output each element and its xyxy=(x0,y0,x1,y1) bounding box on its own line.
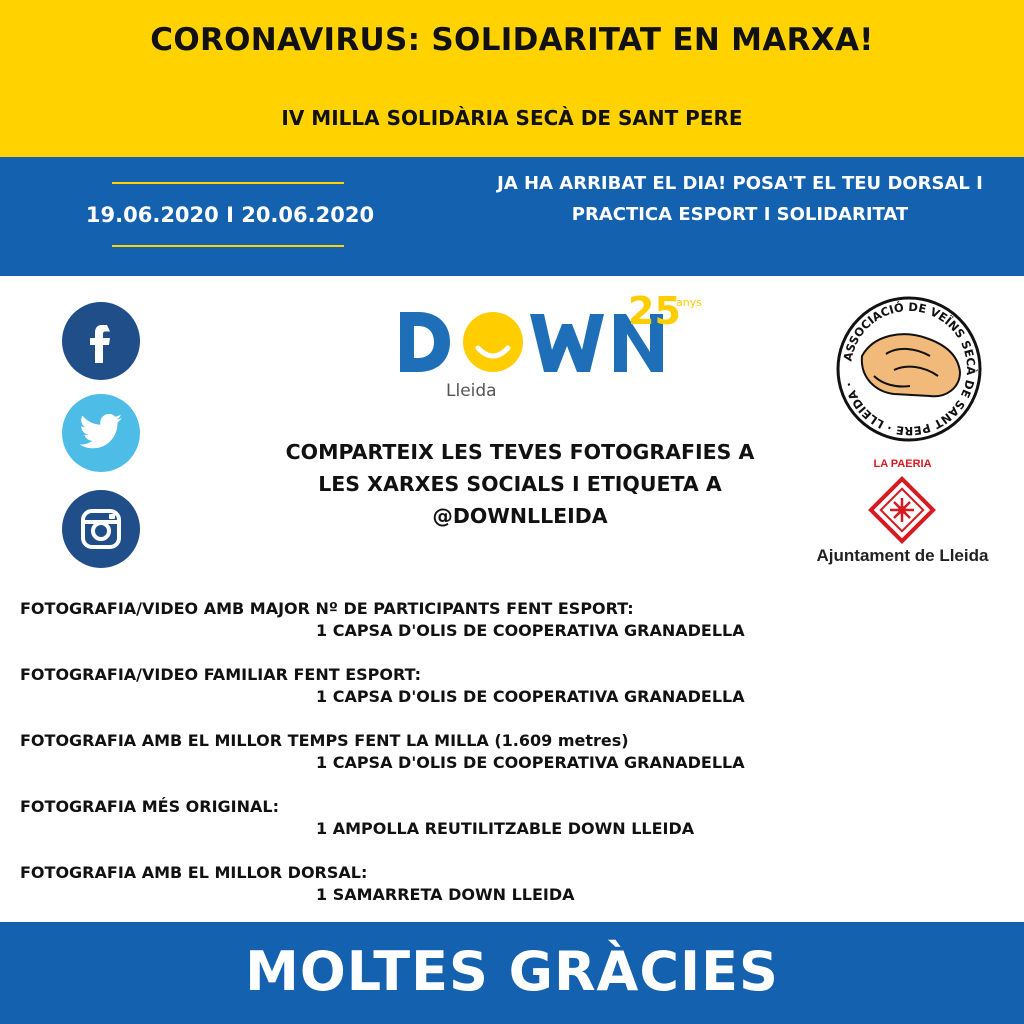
down-wordmark xyxy=(400,312,663,372)
date-divider-bottom xyxy=(112,245,344,247)
prize-list xyxy=(20,598,1010,928)
down-city: Lleida xyxy=(446,381,497,401)
down-years-suffix: anys xyxy=(676,296,702,309)
page-title: CORONAVIRUS: SOLIDARITAT EN MARXA! xyxy=(150,22,874,58)
prize-category: FOTOGRAFIA AMB EL MILLOR DORSAL: xyxy=(20,863,368,882)
association-ring-text: ASSOCIACIÓ DE VEÏNS SECÀ DE SANT PERE · LLEIDA · xyxy=(840,299,979,439)
date-divider-top xyxy=(112,182,344,184)
prize-item xyxy=(20,730,1010,796)
event-tagline: JA HA ARRIBAT EL DIA! POSA'T EL TEU DORSAL I PRACTICA ESPORT I SOLIDARITAT xyxy=(497,173,983,225)
ajuntament-label: Ajuntament de Lleida xyxy=(816,546,989,565)
prize-item xyxy=(20,796,1010,862)
down-years: 25 xyxy=(628,289,681,333)
ajuntament-logo xyxy=(790,456,1015,574)
event-dates: 19.06.2020 I 20.06.2020 xyxy=(85,203,375,227)
down-lleida-logo xyxy=(388,284,708,404)
prize-reward: 1 CAPSA D'OLIS DE COOPERATIVA GRANADELLA xyxy=(316,687,745,706)
prize-item xyxy=(20,664,1010,730)
prize-category: FOTOGRAFIA/VIDEO AMB MAJOR Nº DE PARTICIPANTS FENT ESPORT: xyxy=(20,599,634,618)
prize-reward: 1 CAPSA D'OLIS DE COOPERATIVA GRANADELLA xyxy=(316,621,745,640)
prize-item xyxy=(20,598,1010,664)
prize-reward: 1 SAMARRETA DOWN LLEIDA xyxy=(316,885,575,904)
prize-reward: 1 CAPSA D'OLIS DE COOPERATIVA GRANADELLA xyxy=(316,753,745,772)
handshake-icon xyxy=(862,334,960,396)
prize-category: FOTOGRAFIA MÉS ORIGINAL: xyxy=(20,797,279,816)
prize-item xyxy=(20,862,1010,928)
association-logo xyxy=(834,294,984,444)
paeria-crest-icon xyxy=(866,474,938,546)
prize-category: FOTOGRAFIA/VIDEO FAMILIAR FENT ESPORT: xyxy=(20,665,422,684)
facebook-icon[interactable] xyxy=(62,302,140,380)
prize-category: FOTOGRAFIA AMB EL MILLOR TEMPS FENT LA MILLA (1.609 metres) xyxy=(20,731,629,750)
share-message: COMPARTEIX LES TEVES FOTOGRAFIES A LES XARXES SOCIALS I ETIQUETA A @DOWNLLEIDA xyxy=(285,440,755,528)
event-subtitle: IV MILLA SOLIDÀRIA SECÀ DE SANT PERE xyxy=(281,106,743,130)
thanks-message: MOLTES GRÀCIES xyxy=(245,940,779,1003)
instagram-icon[interactable] xyxy=(62,490,140,568)
paeria-label: LA PAERIA xyxy=(873,458,932,470)
twitter-icon[interactable] xyxy=(62,394,140,472)
prize-reward: 1 AMPOLLA REUTILITZABLE DOWN LLEIDA xyxy=(316,819,695,838)
